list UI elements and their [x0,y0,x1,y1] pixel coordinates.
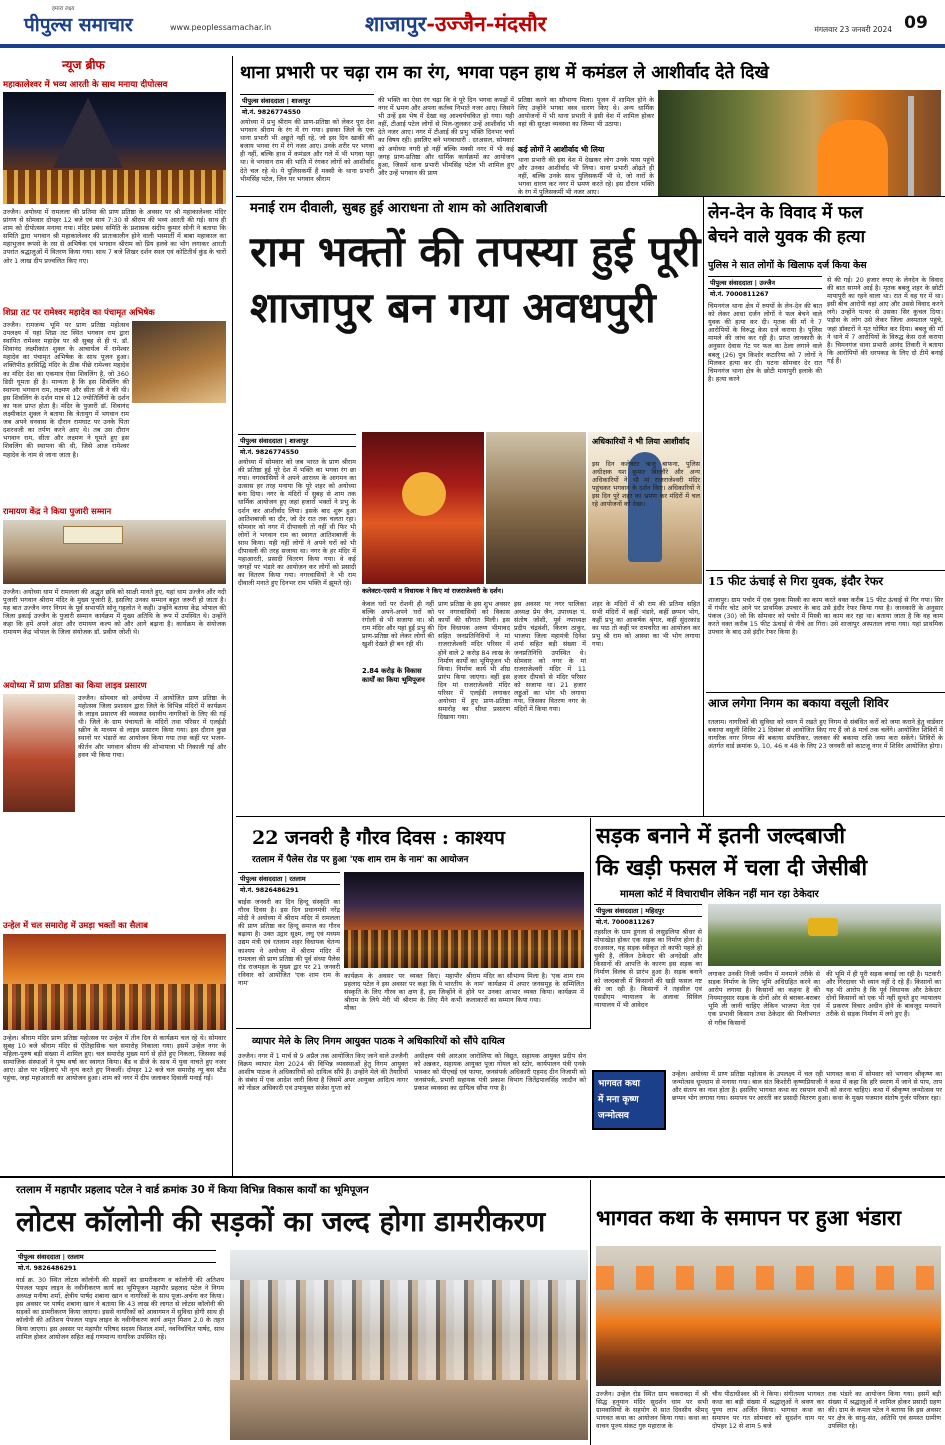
lead-headline-2: शाजापुर बन गया अवधपुरी [250,283,656,332]
bhandara-col-1: उज्जैन। उन्हेल रोड स्थित ग्राम चकरावदा में श्री सिद्ध हनुमान मंदिर सुदर्शन धाम पर सभी ग्रामवासियों के सहयोग से सात दिवसीय श्रीमद् भागवत कथा का आयोजन किया गया। कथा का वाचन पूज्य संकट गुरु महाराज के [596,1390,708,1431]
lead-mobile: मो.नं. 9826774550 [240,449,299,456]
lead-byline: पीपुल्स संवाददाता | शाजापुर [238,434,356,447]
bhagwat-label-line-1: भागवत कथा [598,1079,640,1089]
murder-byline-name: पीपुल्स संवाददाता [710,279,753,287]
top-story-rule [236,196,945,197]
bhandara-headline: भागवत कथा के समापन पर हुआ भंडारा [596,1205,902,1230]
temple-silhouette [53,98,123,168]
lead-photo-devi [362,432,484,584]
lotus-byline-place: रतलाम [67,1253,84,1261]
murder-headline-2: बेचने वाले युवक की हत्या [708,227,866,247]
ratlam-subhead: रतलाम में पैलेस रोड पर हुआ 'एक शाम राम के नाम' का आयोजन [252,855,469,865]
masthead [0,0,945,54]
ratlam-col-2: कार्यक्रम के अवसर पर व्यक्त किए। महापौर प्रहलाद पटेल ने इस अवसर पर कहा कि ये भारतीय संस्कृति के लिए गौरव का क्षण है, हम जिन्होंने वे श्रीराम के लिये मेरी भी श्रीराम के लिए मैंने कभी मौका [344,972,462,1013]
top-story-headline: थाना प्रभारी पर चढ़ा राम का रंग, भगवा पहन हाथ में कमंडल ले आशीर्वाद देते दिखे [240,63,769,83]
fall-text: शाजापुर। ग्राम पचोर में एक युवक मिस्त्री का काम करते वक्त करीब 15 फीट ऊंचाई से गिर गया। सिर में गंभीर चोट आने पर प्राथमिक उपचार के बाद उसे इंदौर रेफर किया गया है। जानकारी के अनुसार पंकज (30) जो कि सोमवार को पचोर में मिस्त्री का काम कर रहा था। बताया जाता है कि वह काम करते वक्त करीब 15 फीट ऊंचाई से नीचे आ गिरा। उसे शाजापुर अस्पताल लाया गया। यहां प्राथमिक उपचार के बाद उसे इंदौर रेफर किया है। [708,596,943,637]
ratlam-byline-place: रतलाम [289,875,306,883]
lead-side-text: इस दिन कलेक्टर ऋजु बाफना, पुलिस अधीक्षक यश कुमार बिल्लौरे और अन्य अधिकारियों ने भी मां राजराजेश्वरी मंदिर पहुंचकर भगवान के दर्शन किए। अधिकारियों ने इस दिन पूरे शहर का भ्रमण कर मंदिरों में चल रहे आयोजनों को देखा। [592,460,700,509]
masthead-date: मंगलवार 23 जनवरी 2024 [814,25,892,34]
ratlam-story [236,818,586,1028]
road-mobile: मो.नं. 7000811267 [596,919,655,926]
top-story-col-1: अयोध्या में प्रभु श्रीराम की प्राण-प्रतिष्ठा को लेकर पूरा देश भगवान श्रीराम के रंग में रंग गया। इसका जिले के एक थाना प्रभारी भी अछूते नहीं रहे, जो इस दिन खाकी की बजाय भगवा रंग में रंगे नजर आए। उनके शरीर पर भगवा ही नहीं, बल्कि हाथ में कमंडल और गले में भी भगवा पट्टा था। वे भगवान राम की भांति में रंगकर लोगों को आशीर्वाद देते चल रहे थे। ये पुलिसकर्मी हैं मक्सी के थाना प्रभारी भीमसिंह पटेल, जिन पर भगवान श्रीराम [240,118,374,183]
audience-pattern [344,930,584,968]
lamp-glow [3,170,226,204]
murder-col-1: चिमनगंज थाना क्षेत्र में रुपयों के लेन-देन की बात को लेकर आधा दर्जन लोगों ने फल बेचने वाले युवक की हत्या कर दी। मृतक की माँ ने 7 आरोपियों के विरुद्ध केस दर्ज कराया है। पुलिस मामले की जांच कर रही है। प्राप्त जानकारी के अनुसार देवास गेट पर फल का ठेला लगाने वाले बबलू (26) पुत्र किशोर कटारिया को 7 लोगों ने मिलकर हत्या कर दी। घटना सोमवार देर रात चिमनगंज थाना क्षेत्र के छोटी मायापुरी इलाके की है। हत्या करने [708,302,822,383]
brief-headline-3: रामायण केंद्र ने किया पुजारी सम्मान [3,506,112,516]
officers-col-1: उज्जैन। नगर में 1 मार्च से 9 अप्रैल तक आयोजित किए जाने वाले उज्जैनी विक्रम व्यापार मेला 2024 की विभिन्न व्यवस्थाओं हेतु निगम आयुक्त आशीष पाठक ने अधिकारियों को दायित्व सौंपे हैं। उन्होंने मेले की तैयारियों के संबंध में एक आदेश जारी किया है जिसमें अपर आयुक्त आदित्य नागर को नोडल अधिकारी एवं उपायुक्त संजेश गुप्ता को [238,1052,408,1093]
road-col-3: की भूमि में ही पूरी सड़क बनाई जा रही है। पटवारी और गिरदावर भी ध्यान नहीं दे रहे हैं। किसानों का यह भी आरोप है कि पूर्व विधायक और ठेकेदार दोनों किसानों को एक भी नहीं सुनते हुए न्यायालय में प्रकरण विचार अधीन होने के बावजूद मनमाने तरीके से सड़क निर्माण में लगे हुए हैं। [826,970,941,1019]
lead-col-3: प्राण प्रतिष्ठा के इस शुभ अवसर पर नगरवासियों को विकास कार्यों की सौगात मिली। इस दिन विधायक अरुण भीमावद सहित जनप्रतिनिधियों ने मां राजराजेश्वरी मंदिर परिसर में होने वाले 2 करोड़ 84 लाख के निर्माण कार्यों का भूमिपूजन भी किया। निर्माण कार्य भी शीघ्र प्रारंभ किया जाएगा। वहीं इस दिन मां राजराजेश्वरी मंदिर परिसर में एलईडी लगाकर अयोध्या में हुए प्राण-प्रतिष्ठा समारोह का सीधा प्रसारण दिखाया गया। [438,600,510,722]
lotus-byline-name: पीपुल्स संवाददाता [18,1253,61,1261]
road-byline-place: महिदपुर [645,907,665,915]
column-rule-left [232,56,233,1176]
lead-col-5: शहर के मंदिरों में श्री राम की प्रतिमा सहित सभी मंदिरों में कहीं भंडारे, कहीं छप्पन भोग, कहीं प्रभु का आकर्षक श्रृंगार, कहीं सुंदरकांड का पाठ तो कहीं पर रामचरित का आयोजन कर प्रभु श्री राम को आस्था का भी भोग लगाया गया। [592,600,700,649]
brief-text-2 [3,404,226,500]
crowd-figures [230,1280,588,1380]
brief-text-5: उन्हेल। श्रीराम मंदिर प्राण प्रतिष्ठा महोत्सव पर उन्हेल में तीन दिन से कार्यक्रम चल रहे थे। सोमवार सुबह 10 बजे श्रीराम मंदिर से ऐतिहासिक चल समारोह निकाला गया। इसमें उन्हेल नगर के महिला-पुरुष बड़ी संख्या में शामिल हुए। चल समारोह मुख्य मार्ग से होते हुए निकला, जिसका कई सामाजिक संस्थाओं ने पुष्प वर्षा कर स्वागत किया। बैंड व डीजे के साथ में युवा नाचते हुए नजर आए। ढोल पर महिलाएं भी नृत्य करते हुए निकलीं। दोपहर 12 बजे चल समारोह न्यू बस स्टैंड पहुंचा, जहां महाआरती का आयोजन हुआ। शाम को नगर में दीप जलाकर दिवाली मनाई गई। [3,1034,226,1083]
top-story-col-3: प्रतिष्ठा करने का सौभाग्य मिला। पूजन में शामिल होने के लिए उन्होंने भगवा वस्त्र धारण किए थे। अन्य धार्मिक आयोजनों में भी थाना प्रभारी ने इसी वेश में शामिल होकर वहां की सुरक्षा व्यवस्था का जिम्मा भी उठाया। [518,96,654,129]
brief-headline-1: महाकालेश्वर में भव्य आरती के साथ मनाया दीपोत्सव [3,80,168,90]
brief-headline-4: अयोध्या में प्राण प्रतिष्ठा का किया लाइव प्रसारण [3,680,147,690]
bhandara-col-3: तक भंडारे का आयोजन किया गया। इसमें बड़ी संख्या में श्रद्धालुओं ने शामिल होकर प्रसादी ग्रहण की। ग्राम के कमल पटेल ने बताया कि इस अवसर पर क्षेत्र के साधु-संत, अतिथि एवं समस्त ग्रामीण उपस्थित रहे। [828,1390,941,1431]
saffron-robe [818,120,888,196]
bhandara-divider [590,1180,591,1445]
top-story-col-2: की भक्ति का ऐसा रंग चढ़ा कि वे पूरे दिन भगवा कपड़ों में नगर में भ्रमण और अपना कर्तव्य निभाते नजर आए। जिसने भी उन्हें इस भेष में देखा वह आश्चर्यचकित हो गया। यही नहीं, टीआई पटेल लोगों से मिल-जुलकर उन्हें आशीर्वाद भी देते नजर आए। नगर में टीआई की प्रभु भक्ति दिनभर चर्चा का विषय रही। इसलिए बने भगवाधारी : दरअसल, सोमवार को अयोध्या नगरी हो नहीं बल्कि मक्सी नगर में भी कई जगह प्राण-प्रतिष्ठा और धार्मिक कार्यक्रमों का आयोजन हुआ, जिसमें थाना प्रभारी भीमसिंह पटेल भी शामिल हुए और उन्हें भगवान की प्राण [378,96,514,177]
murder-story [706,198,945,568]
lotus-kicker: रतलाम में महापौर प्रहलाद पटेल ने वार्ड क्रमांक 30 में किया विभिन्न विकास कार्यों का भूमिपूजन [16,1185,369,1196]
lead-col-4: इस अवसर पर नगर पालिका अध्यक्ष प्रेम जैन, उपाध्यक्ष पं. संतोष जोशी, पूर्व नपाध्यक्ष प्रदीप चंद्रवंशी, किरण ठाकुर, भाजपा जिला महामंत्री दिनेश शर्मा सहित बड़ी संख्या में जनप्रतिनिधि उपस्थित थे। सोमवार को नगर के मां राजराजेश्वरी मंदिर में 11 हजार दीपकों से मंदिर परिसर को सजाया था। 21 हजार लड्डुओं का भोग भी लगाया गया, जिसका वितरण नगर के मंदिरों में किया गया। [514,600,586,714]
bhandara-col-2: चौथ पीठाधीश्वर श्री ने किया। संगीतमय भागवत कथा का बड़ी संख्या में श्रद्धालुओं ने श्रवण कर पुण्य लाभ अर्जित किया। भागवत कथा का समापन पर गत सोमवार को सुदर्शन धाम पर दोपहर 12 से शाम 5 बजे [712,1390,824,1431]
murder-col-2: से की गई। 20 हजार रुपए के लेनदेन के विवाद की बात सामने आई है। मृतक बबलू शहर के छोटी मायापुरी का रहने वाला था। रात में वह घर में था। इसी बीच आरोपी वहां आए और उससे विवाद करने लगे। उन्होंने पत्थर से उसका सिर कुचल दिया। पड़ोस के लोग उसे लेकर जिला अस्पताल पहुंचे, जहां डॉक्टरों ने मृत घोषित कर दिया। बबलू की माँ ने थाने में 7 आरोपियों के विरुद्ध केस दर्ज कराया है। चिमनगंज थाना प्रभारी आनंद तिवारी ने बताया कि आरोपियों की धरपकड़ के लिए दो टीमें बनाई गई हैं। [827,276,943,365]
masthead-url[interactable]: www.peoplessamachar.in [170,23,272,32]
bhandara-photo [596,1246,941,1386]
road-headline-2: कि खड़ी फसल में चला दी जेसीबी [596,855,868,881]
lotus-byline: पीपुल्स संवाददाता | रतलाम [16,1250,216,1263]
lead-col-2: केवल घरों पर रोशनी ही नहीं बल्कि अपने-अपने घरों को रंगोली से भी सजाया था। श्री राम मंदिर और यहां हुई प्रभु की प्राण-प्रतिष्ठा को लेकर लोगों की खुशी देखते ही बन रही थी। [362,600,434,649]
lotus-colony-story [0,1180,590,1445]
top-story-byline-place: शाजापुर [291,97,311,105]
top-story-byline: पीपुल्स संवाददाता | शाजापुर [240,94,374,107]
crowd-pattern [3,984,226,1030]
pujari-samman-photo [3,520,226,584]
murder-subhead: पुलिस ने सात लोगों के खिलाफ दर्ज किया केस [708,260,867,271]
masthead-rule [0,44,945,48]
trishul-shape [908,96,914,196]
lead-subhead-bhoomipujan: 2.84 करोड़ के विकास कार्यों का किया भूमिपूजन [362,666,434,684]
bottom-section-rule [0,1176,945,1178]
lead-photo-officials [486,432,586,584]
camp-story [706,694,945,816]
bhagwat-label-line-3: जन्मोत्सव [598,1111,629,1121]
murder-rule [706,570,945,571]
lead-col-1: अयोध्या में सोमवार को जब भारत के प्राण श्रीराम की प्रतिष्ठा हुई पूरे देश में भक्ति का भगवा रंग छा गया। नगरवासियों ने अपने आराध्य के आगमन का उत्सास हर तरह मनाया कि पूरे शहर को अयोध्या बना दिया। नगर के मंदिरों में सुबह से शाम तक धार्मिक आयोजन हुए जहां हजारों भक्तों ने प्रभु के दर्शन कर आशीर्वाद लिया। इसके बाद शुरू हुआ आतिशबाजी का दौर, जो देर रात तक चलता रहा। सोमवार को नगर में दीपावली तो नहीं थी फिर भी लोगों ने भगवान राम का स्वागत आतिशबाजी के साथ किया। यही नहीं लोगों ने अपने घरों को भी दीपावली की तरह सजाया था। नगर के हर मंदिर में महाआरती, प्रसादी वितरण किया गया। वे कई जगहों पर भंडारे का आयोजन कर लोगों को प्रसादी का वितरण किया गया। नगरवासियों ने भी राम दीवाली मनाते हुए दिनभर राम भक्ति में झूमते रहे। [238,458,356,588]
ratlam-col-1: बाईस जनवरी का दिन हिन्दू संस्कृति का गौरव दिवस है। इस दिन प्रधानमंत्री नरेंद्र मोदी ने अयोध्या में श्रीराम मंदिर में रामलला की प्राण प्रतिष्ठा कर हिन्दू समाज का गौरव बढ़ाया है। उक्त उद्गार सूक्ष्म, लघु एवं मध्यम उद्यम मंत्री एवं रतलाम शहर विधायक चेतन्य काश्यप ने अयोध्या में श्रीराम मंदिर में रामलला की प्राण प्रतिष्ठा की पूर्व संध्या पैलेस रोड राजमहल के मुख्य द्वार पर 21 जनवरी रविवार को आयोजित 'एक शाम राम के नाम' [238,898,340,987]
lotus-text: वार्ड क्र. 30 स्थित लोटस कॉलोनी की सड़कों का डामरीकरण व कॉलोनी की अतिशय पेयजल पाइप लाइन के नवीनीकरण कार्य का भूमिपूजन महापौर प्रहलाद पटेल ने निगम अध्यक्ष मनीषा शर्मा, क्षेत्रीय पार्षद शबाना खान व नागरिकों के साथ पूजा-अर्चना कर किया। इस अवसर पर पार्षद शबाना खान ने बताया कि 43 लाख की लागत से लोटस कॉलोनी की सड़कों का डामरीकरण किया जाएगा। इससे नागरिकों को आवागमन में सुविधा होगी साथ ही कॉलोनी की अतिशय पेयजल पाइप लाइन के नवीनीकरण कार्य अमृत मिशन 2.0 के तहत किया जाएगा। इस अवसर पर महापौर परिषद सदस्य विशाल शर्मा, नवनिर्वाचित पार्षद, साथ शामिल होकर आयोजन सहित कई गणमान्य नागरिक उपस्थित रहे। [16,1276,224,1341]
fall-headline: 15 फीट ऊंचाई से गिरा युवक, इंदौर रेफर [708,574,884,588]
section-title [365,10,705,42]
brief-headline-5: उन्हेल में चल समारोह में उमड़ा भक्तों का सैलाब [3,920,148,930]
road-byline-name: पीपुल्स संवाददाता [596,907,639,915]
lotus-headline: लोटस कॉलोनी की सड़कों का जल्द होगा डामरीकरण [16,1205,546,1238]
bhandara-story [590,1180,945,1445]
lead-photo-caption: कलेक्टर-एसपी व विधायक ने किए मां राजराजेश्वरी के दर्शन। [362,587,504,595]
devi-face [402,472,446,516]
lead-side-subhead: अधिकारियों ने भी लिया आशीर्वाद [592,437,690,446]
fall-story [706,572,945,692]
top-story-subhead: कई लोगों ने आशीर्वाद भी लिया [518,145,605,154]
top-story-byline-name: पीपुल्स संवाददाता [242,97,285,105]
top-story [236,56,945,196]
bhagwat-box-text: उन्हेल। अयोध्या में प्राण प्रतिष्ठा महोत्सव के उपलक्ष्य में चल रही भागवत कथा में सोमवार को भगवान श्रीकृष्ण का जन्मोत्सव धूमधाम से मनाया गया। बाल संत किशोरी कृष्णप्रियाजी ने कथा में कहा कि हरि स्मरण में जाने से पाप, ताप और संताप का नाश होता है। इसलिए भागवत कथा का रसपान सभी को करना चाहिए। कथा में श्रीकृष्ण जन्मोत्सव पर छप्पन भोग लगाया गया। समापन पर आरती कर प्रसादी वितरण हुआ। कथा के मुख्य यजमान संतोष गुर्जर परिवार रहा। [672,1070,942,1103]
lead-byline-name: पीपुल्स संवाददाता [240,437,283,445]
road-col-2: लगाकर उनकी निजी जमीन में मनमाने तरीके से सड़क निर्माण के लिए भूमि अधिग्रहित करने का आरोप लगाया है। किसानों का कहना है की नियमानुसार सड़क के दोनों ओर से बराबर-बराबर भूमि ली जानी चाहिए लेकिन भाजपा नेता एवं एक प्रभावी किसान तथा ठेकेदार की मिलीभगत से गरीब किसानों [708,970,820,1027]
brief-headline-2: शिप्रा तट पर रामेश्वर महादेव का पंचामृत अभिषेक [3,307,155,317]
murder-byline: पीपुल्स संवाददाता | उज्जैन [708,276,822,289]
lead-story-rule [236,816,945,817]
live-telecast-photo [3,694,75,812]
road-subhead: मामला कोर्ट में विचाराधीन लेकिन नहीं मान रहा ठेकेदार [620,889,819,900]
news-brief-label: न्यूज ब्रीफ [62,58,105,72]
news-brief-column [0,56,229,1176]
road-story [590,818,945,1028]
mid-rule [236,1028,591,1029]
mahakal-aarti-photo [3,92,226,204]
brief-text-3: उज्जैन। अयोध्या धाम में रामलला की अद्भुत छवि को साक्षी मानते हुए, यहां धाम उज्जैन और नदी पुजारी भगवान श्रीराम मंदिर के मुख्य पुजारी है, इसलिए उनका सम्मान बहुत जरूरी हो जाता है। यह बात उज्जैन नगर निगम के पूर्व सभापति सोनू गहलोत ने कही। उन्होंने बताया केंद्र भोपाल की जिला इकाई उज्जैन के पुजारी सम्मान कार्यक्रम में मुख्य अतिथि के रूप में उपस्थित थे। उन्होंने कहा कि हमें अपने अंदर और रामायण कल्प को और आगे बढ़ाना है। कार्यक्रम के संयोजक रामायण केंद्र भोपाल के जिला संयोजक डॉ. प्रवीण जोशी थे। [3,588,226,637]
jcb-shape [808,918,838,936]
fall-rule [706,692,945,693]
murder-headline-1: लेन-देन के विवाद में फल [708,203,863,223]
ratlam-mobile: मो.नं. 9826486291 [240,887,299,894]
saffron-turbans [596,1266,941,1290]
road-byline: पीपुल्स संवाददाता | महिदपुर [594,904,702,917]
murder-mobile: मो.नं. 7000811267 [710,291,769,298]
top-story-col-3b: थाना प्रभारी की इस वेश में देखकर लोग उनके पास पहुंचे और उनका आशीर्वाद भी लिया। थाना प्रभारी ओढ़ते ही नहीं, बल्कि उनके साथ पुलिसकर्मी भी थे, जो नारों के भगवा धारण कर नगर में भ्रमण करते रहे। इस दौरान भक्ति के रंग में पुलिसकर्मी भी नजर आए। [518,156,654,197]
lotus-mobile: मो.नं. 9826486291 [18,1265,77,1272]
bhagwat-label-box [592,1070,666,1130]
brief-text-2-wrap: उज्जैन। रामजन्म भूमि पर प्राण प्रतिष्ठा महोत्सव उपलक्ष्य में यहां शिप्रा तट स्थित भगवान राम द्वारा स्थापित रामेश्वर महादेव पर श्री सुबह से ही पं. डॉ. शिवानंद लक्ष्मीकांत शुक्ल के आचार्यत्व में रामेश्वर महादेव का पंचामृत अभिषेक के साथ पूजन हुआ। शक्तिपीठ हरसिद्धि मंदिर के ठीक पीछे रामेश्वर महादेव का मंदिर देश का एकमात्र ऐसा शिवलिंग है, जो 360 डिग्री घूमता ही है। मान्यता है कि इस शिवलिंग की स्थापना भगवान राम, लक्ष्मण और सीता जी ने की थी। इस शिवलिंग के दर्शन मात्र से 12 ज्योतिर्लिंगों के दर्शन का फल प्राप्त होता है। मंदिर के पुजारी डॉ. शिवानंद लक्ष्मीकांत शुक्ल ने बताया कि त्रेतायुग में भगवान राम जब अपने वनवास के दौरान रामघाट पर उनके पिता दशरथजी का तर्पण करने आए थे। तब उस दौरान भगवान राम, सीता और लक्ष्मण ने घूमते हुए इस शिवलिंग की स्थापना की थी, जिसे आज रामेश्वर महादेव के नाम से जाना जाता है। [3,321,129,459]
camp-headline: आज लगेगा निगम का बकाया वसूली शिविर [708,696,889,710]
ratlam-byline: पीपुल्स संवाददाता | रतलाम [238,872,340,885]
masthead-logo: पीपुल्स समाचार [24,14,133,36]
ratlam-col-3: श्रीराम मंदिर का सौभाग्य मिला है। 'एक शाम राम के नाम' कार्यक्रम में अपार जनसमूह के सम्मिलित होने पर उनका आभार व्यक्त किया। कार्यक्रम में कलाकारों का सम्मान किया गया। [466,972,584,1005]
bhagwat-katha-box [590,1030,945,1174]
road-story-divider [590,818,591,1028]
unhel-procession-photo [3,934,226,1030]
lead-story [236,198,702,816]
officers-story [236,1030,588,1174]
lotus-bhoomipujan-photo [230,1250,588,1440]
section-title-secondary: -उज्जैन-मंदसौर [426,11,547,36]
rameshwar-abhishek-photo [132,321,226,403]
masthead-tagline: हमारा लक्ष्य [52,6,75,12]
thana-prabhari-photo [658,90,941,196]
officers-headline: व्यापार मेले के लिए निगम आयुक्त पाठक ने अधिकारियों को सौंपे दायित्व [252,1036,505,1047]
brief-text-4: उज्जैन। सोमवार को अयोध्या में आयोजित प्राण प्रतिष्ठा के महोत्सव जिला प्रशासन द्वारा जिले के विभिन्न मंदिरों में कार्यक्रम के लाइव प्रसारण की व्यवस्था स्थानीय नागरिकों के लिए की गई थी। जिले के ग्राम पंचायतों के मंदिरों तथा परिसर में एलईडी स्क्रीन के माध्यम से लाइव प्रसारण किया गया। इस दौरान कुछ स्थानों पर भंडारों का आयोजन किया गया तथा कहीं पर भजन-कीर्तन और भगवान श्रीराम की शोभायात्रा भी निकाली गई और हवन भी किया गया। [78,694,226,759]
ek-shaam-ram-photo [344,872,584,968]
lead-headline-1: राम भक्तों की तपस्या हुई पूरी [250,227,701,276]
lead-kicker: मनाई राम दीवाली, सुबह हुई आराधना तो शाम को आतिशबाजी [250,201,548,216]
bhagwat-label-line-2: में मना कृष्ण [598,1095,639,1105]
ratlam-headline: 22 जनवरी है गौरव दिवस : काश्यप [252,827,505,849]
brief-text-1: उज्जैन। अयोध्या में रामलला की प्रतिमा की प्राण प्रतिष्ठा के अवसर पर श्री महाकालेश्वर मंदिर प्रांगण से सोमवार दोपहर 12 बजे एवं सायं 7:30 से श्रीराम की भव्य आरती की गई। साथ ही शाम को दीपोत्सव मनाया गया। मंदिर प्रबंध समिति के प्रशासक संदीप कुमार सोनी ने बताया कि समिति द्वारा भगवान श्री महाकालेश्वर की प्रातःकालीन होने वाली भस्मार्ती में बाबा महाकाल का महाभुजन रूपसे के रस से अभिषेक एवं भगवान श्रीराम को प्रिय हलवे का भोग लगाकर आरती उपरांत श्रद्धालुओं में वितरण किया गया। साथ 7 बजे शिखर दर्शन स्थल एवं कोटितीर्थ कुंड के चारों ओर 1 लाख दीप प्रज्वलित किए गए। [3,208,226,265]
lead-byline-place: शाजापुर [289,437,309,445]
top-story-mobile: मो.नं. 9826774550 [242,109,301,116]
officers-col-2: अधीक्षण यंत्री आरआर जारोलिया को विद्युत, सहायक आयुक्त प्रदीप सेन को अन्नकर, सहायक आयुक्त पूजा गोयल को स्टोर, कार्यपालन यंत्री एनके भास्कर को पीएचई एवं फायर, जनसंपर्क अधिकारी एहमद दीन निजामी को जनसंपर्क, प्रभारी सहायक यंत्री प्रकाश विभाग जितेंद्रपालसिंह जादौन को प्रकाश व्यवस्था का दायित्व सौंपा गया है। [414,1052,586,1093]
section-title-primary: शाजापुर [365,11,427,36]
murder-byline-place: उज्जैन [759,279,776,287]
ratlam-byline-name: पीपुल्स संवाददाता [240,875,283,883]
stage-banner [63,526,123,544]
jcb-field-photo [708,904,941,966]
road-headline-1: सड़क बनाने में इतनी जल्दबाजी [596,823,846,849]
camp-text: रतलाम। नागरिकों की सुविधा को ध्यान में रखते हुए निगम से संबंधित करों को जमा कराने हेतु वार्डवार बकाया वसूली शिविर 21 दिसंबर से आयोजित किए गए हैं जो 8 मार्च तक चलेंगे। आयोजित शिविरों में नागरिक नगर निगम की बकाया संपत्तिकर, जलकर की बकाया राशि जमा करा सकेंगे। शिविरों के अंतर्गत वार्ड क्रमांक 9, 10, 46 व 48 के लिए 23 जनवरी को काटजू नगर में शिविर आयोजित होगा। [708,718,943,751]
road-col-1: तहसील के ग्राम डूंगला से लसुड़लिया श्रीधर से मोयाखेड़ा होकर एक सड़क का निर्माण होना है। दरअसल, यह सड़क स्वीकृत तो काफी पहले हो चुकी है, लेकिन ठेकेदार की अनदेखी और किसानों की आपत्ति के कारण इस सड़क का निर्माण विलंब से प्रारंभ हुआ है। सड़क बनाने को जल्दबाजी में किसानों की खड़ी फसल नष्ट की जा रही है। किसानों ने तहसील एवं एसडीएम न्यायालय के अलावा सिविल न्यायालय में भी आवेदन [594,928,702,1009]
column-rule-right [703,196,704,816]
page-number: 09 [904,13,928,33]
